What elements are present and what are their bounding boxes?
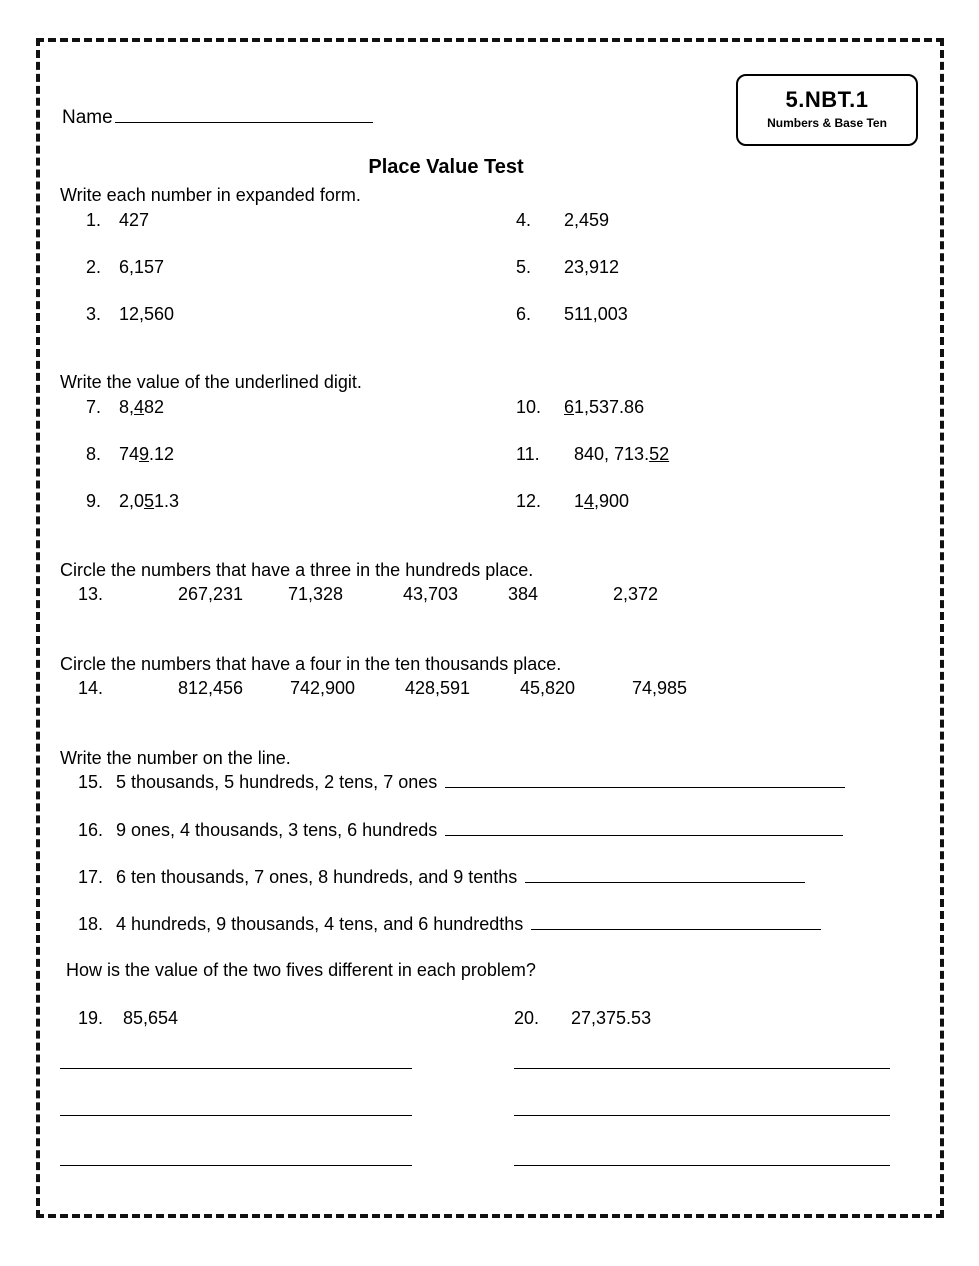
compare-item-20	[514, 1008, 651, 1029]
question-item	[516, 210, 896, 257]
circle-number-option[interactable]: 43,703	[403, 584, 459, 604]
question-text: 427	[119, 210, 150, 230]
standard-description: Numbers & Base Ten	[767, 116, 887, 130]
question-text: 14,900	[574, 491, 630, 511]
question-number: 10.	[516, 397, 542, 417]
question-text: 27,375.53	[571, 1008, 652, 1028]
question-text: 5 thousands, 5 hundreds, 2 tens, 7 ones	[116, 772, 438, 792]
question-text: 6 ten thousands, 7 ones, 8 hundreds, and 9 tenths	[116, 867, 518, 887]
answer-line[interactable]	[531, 915, 821, 930]
name-field-row	[62, 106, 373, 129]
question-text: 12,560	[119, 304, 175, 324]
page-title: Place Value Test	[368, 156, 524, 178]
question-number: 17.	[78, 867, 104, 887]
question-number: 15.	[78, 772, 104, 792]
compare-item-19	[78, 1008, 178, 1029]
circle-number-option[interactable]: 267,231	[178, 584, 244, 604]
underlined-digit-left-column	[86, 397, 486, 538]
question-item	[86, 491, 486, 538]
circle-number-option[interactable]: 742,900	[290, 678, 356, 698]
circle-number-option[interactable]: 428,591	[405, 678, 471, 698]
question-number: 13.	[78, 584, 104, 604]
write-number-item	[78, 867, 928, 888]
question-number: 6.	[516, 304, 532, 324]
name-input-line[interactable]	[115, 106, 373, 123]
question-number: 3.	[86, 304, 102, 324]
question-text: 85,654	[123, 1008, 179, 1028]
answer-line[interactable]	[60, 1115, 412, 1116]
question-number: 8.	[86, 444, 102, 464]
expanded-form-right-column	[516, 210, 896, 351]
question-text: 840, 713.52	[574, 444, 670, 464]
write-number-item	[78, 914, 928, 935]
question-number: 5.	[516, 257, 532, 277]
question-number: 19.	[78, 1008, 104, 1028]
question-text: 4 hundreds, 9 thousands, 4 tens, and 6 hundredths	[116, 914, 524, 934]
answer-line[interactable]	[445, 773, 845, 788]
circle-number-option[interactable]: 45,820	[520, 678, 576, 698]
question-item	[86, 257, 486, 304]
question-text: 23,912	[564, 257, 620, 277]
circle-number-option[interactable]: 2,372	[613, 584, 659, 604]
answer-line[interactable]	[514, 1115, 890, 1116]
question-item	[516, 444, 896, 491]
instruction-underlined-digit: Write the value of the underlined digit.	[60, 372, 362, 392]
question-number: 20.	[514, 1008, 540, 1028]
answer-line[interactable]	[525, 868, 805, 883]
circle-number-option[interactable]: 384	[508, 584, 539, 604]
question-number: 9.	[86, 491, 102, 511]
question-item	[516, 491, 896, 538]
question-number: 18.	[78, 914, 104, 934]
answer-line[interactable]	[60, 1068, 412, 1069]
question-item	[86, 304, 486, 351]
question-item	[516, 397, 896, 444]
question-text: 8,482	[119, 397, 165, 417]
answer-line[interactable]	[514, 1165, 890, 1166]
question-text: 9 ones, 4 thousands, 3 tens, 6 hundreds	[116, 820, 438, 840]
question-number: 2.	[86, 257, 102, 277]
question-item	[516, 304, 896, 351]
circle-number-option[interactable]: 71,328	[288, 584, 344, 604]
standard-badge	[736, 74, 918, 146]
circle-number-option[interactable]: 812,456	[178, 678, 244, 698]
question-text: 6,157	[119, 257, 165, 277]
question-number: 11.	[516, 444, 540, 464]
instruction-circle-ten-thousands: Circle the numbers that have a four in the ten thousands place.	[60, 654, 562, 674]
question-number: 14.	[78, 678, 104, 698]
question-item	[86, 210, 486, 257]
circle-hundreds-row	[78, 584, 658, 605]
answer-line[interactable]	[60, 1165, 412, 1166]
question-text: 2,459	[564, 210, 610, 230]
question-text: 2,051.3	[119, 491, 180, 511]
standard-code: 5.NBT.1	[785, 87, 869, 112]
answer-line[interactable]	[514, 1068, 890, 1069]
question-item	[516, 257, 896, 304]
name-label: Name	[62, 107, 113, 128]
question-number: 4.	[516, 210, 532, 230]
question-number: 16.	[78, 820, 104, 840]
instruction-write-number: Write the number on the line.	[60, 748, 291, 768]
question-number: 12.	[516, 491, 542, 511]
question-item	[86, 397, 486, 444]
underlined-digit-right-column	[516, 397, 896, 538]
circle-ten-thousands-row	[78, 678, 687, 699]
question-number: 1.	[86, 210, 102, 230]
instruction-expanded-form: Write each number in expanded form.	[60, 185, 361, 205]
instruction-compare-fives: How is the value of the two fives different in each problem?	[66, 960, 536, 980]
write-number-item	[78, 772, 928, 793]
circle-number-option[interactable]: 74,985	[632, 678, 688, 698]
question-text: 511,003	[564, 304, 628, 324]
question-item	[86, 444, 486, 491]
worksheet-content	[56, 60, 928, 1200]
question-text: 749.12	[119, 444, 175, 464]
answer-line[interactable]	[445, 821, 843, 836]
question-text: 61,537.86	[564, 397, 645, 417]
instruction-circle-hundreds: Circle the numbers that have a three in the hundreds place.	[60, 560, 534, 580]
expanded-form-left-column	[86, 210, 486, 351]
question-number: 7.	[86, 397, 102, 417]
write-number-item	[78, 820, 928, 841]
